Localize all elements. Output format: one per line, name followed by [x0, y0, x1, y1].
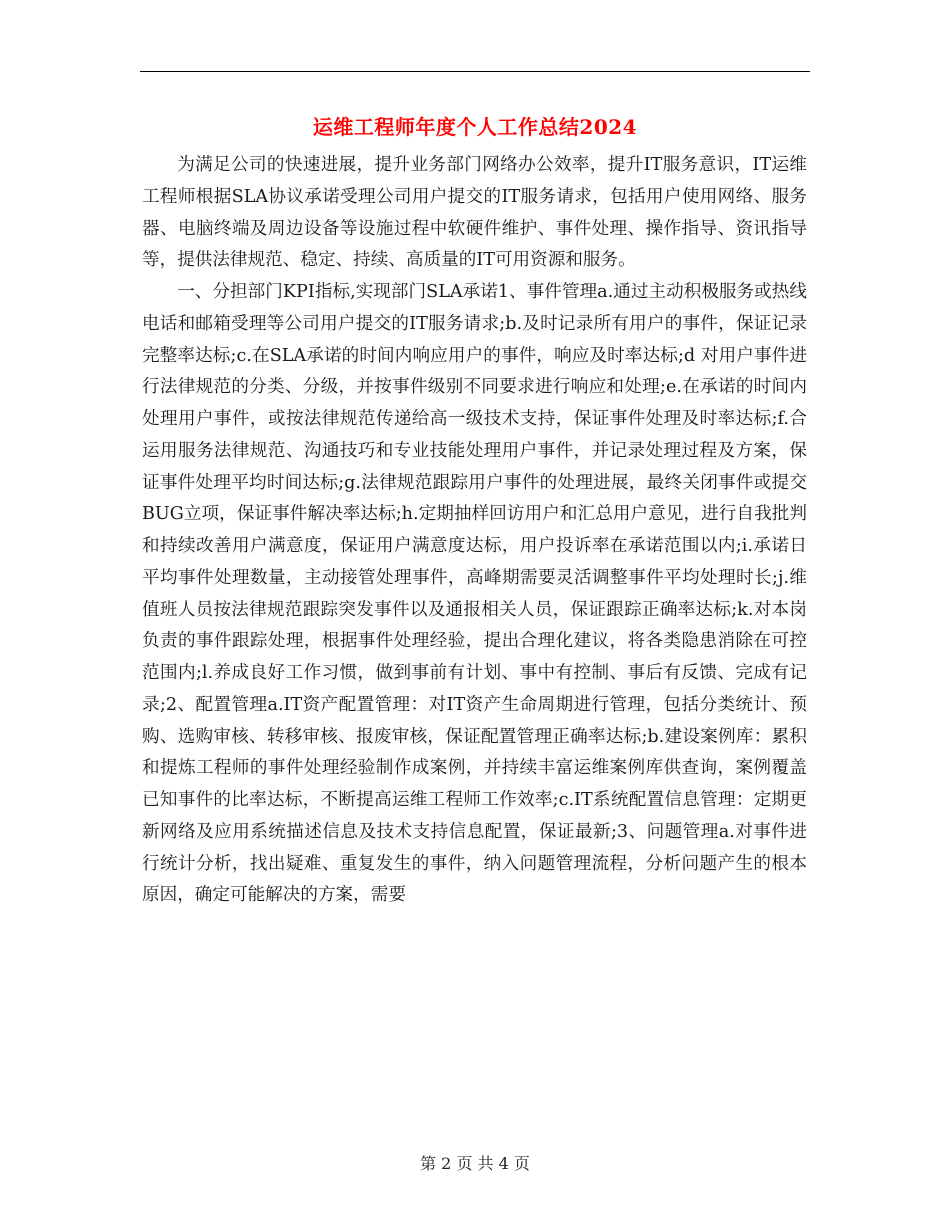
- document-title: 运维工程师年度个人工作总结2024: [312, 115, 638, 139]
- paragraph-intro: 为满足公司的快速进展，提升业务部门网络办公效率，提升IT服务意识，IT运维工程师根据SLA协议承诺受理公司用户提交的IT服务请求，包括用户使用网络、服务器、电脑终端及周边设备等设施过程中软硬件维护、事件处理、操作指导、资讯指导等，提供法律规范、稳定、持续、高质量的IT可用资源和服务。: [142, 155, 807, 271]
- document-body: [142, 150, 807, 912]
- page-number-footer: 第 2 页 共 4 页: [420, 1154, 530, 1173]
- paragraph-kpi: 一、分担部门KPI指标,实现部门SLA承诺1、事件管理a.通过主动积极服务或热线电话和邮箱受理等公司用户提交的IT服务请求;b.及时记录所有用户的事件，保证记录完整率达标;c.在SLA承诺的时间内响应用户的事件，响应及时率达标;d 对用户事件进行法律规范的分类、分级，并按事件级别不同要求进行响应和处理;e.在承诺的时间内处理用户事件，或按法律规范传递给高一级技术支持，保证事件处理及时率达标;f.合运用服务法律规范、沟通技巧和专业技能处理用户事件，并记录处理过程及方案，保证事件处理平均时间达标;g.法律规范跟踪用户事件的处理进展，最终关闭事件或提交BUG立项，保证事件解决率达标;h.定期抽样回访用户和汇总用户意见，进行自我批判和持续改善用户满意度，保证用户满意度达标，用户投诉率在承诺范围以内;i.承诺日平均事件处理数量，主动接管处理事件，高峰期需要灵活调整事件平均处理时长;j.维值班人员按法律规范跟踪突发事件以及通报相关人员，保证跟踪正确率达标;k.对本岗负责的事件跟踪处理，根据事件处理经验，提出合理化建议，将各类隐患消除在可控范围内;l.养成良好工作习惯，做到事前有计划、事中有控制、事后有反馈、完成有记录;2、配置管理a.IT资产配置管理：对IT资产生命周期进行管理，包括分类统计、预购、选购审核、转移审核、报废审核，保证配置管理正确率达标;b.建设案例库：累积和提炼工程师的事件处理经验制作成案例，并持续丰富运维案例库供查询，案例覆盖已知事件的比率达标，不断提高运维工程师工作效率;c.IT系统配置信息管理：定期更新网络及应用系统描述信息及技术支持信息配置，保证最新;3、问题管理a.对事件进行统计分析，找出疑难、重复发生的事件，纳入问题管理流程，分析问题产生的根本原因，确定可能解决的方案，需要: [142, 282, 807, 906]
- header-rule: [140, 71, 810, 72]
